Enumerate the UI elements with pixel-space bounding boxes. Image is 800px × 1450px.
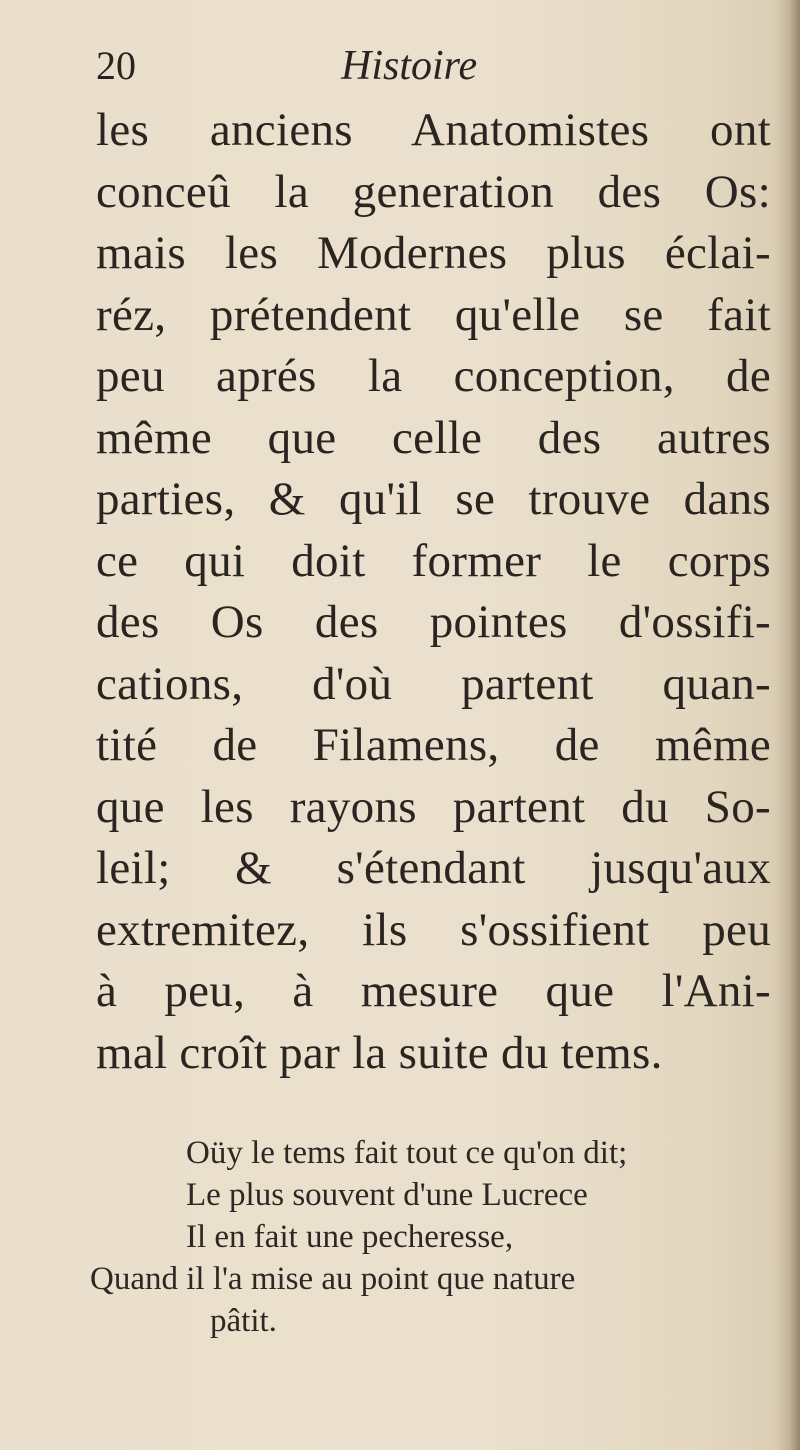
text-line: ce qui doit former le corps [96, 534, 771, 587]
text-line: peu aprés la conception, de [96, 350, 771, 402]
text-line: les anciens Anatomistes ont [96, 104, 771, 156]
verse-line: Il en fait une pecheresse, [186, 1219, 514, 1255]
text-line: leil; & s'étendant jusqu'aux [96, 842, 771, 894]
page-number: 20 [96, 43, 136, 88]
text-line: des Os des pointes d'ossifi- [96, 596, 771, 648]
text-line: que les rayons partent du So- [96, 780, 771, 833]
text-line: mais les Modernes plus éclai- [96, 227, 771, 279]
verse-line: pâtit. [210, 1303, 277, 1339]
text-line: réz, prétendent qu'elle se fait [96, 288, 771, 341]
page-header [96, 42, 596, 102]
text-line: extremitez, ils s'ossifient peu [96, 903, 771, 956]
verse-block [90, 1132, 780, 1342]
body-text [96, 100, 771, 1084]
running-head: Histoire [341, 43, 478, 89]
text-line: à peu, à mesure que l'Ani- [96, 965, 771, 1017]
text-line: cations, d'où partent quan- [96, 657, 771, 710]
verse-line: Oüy le tems fait tout ce qu'on dit; [186, 1135, 628, 1171]
text-line: mal croît par la suite du tems. [96, 1026, 663, 1079]
text-line: conceû la generation des Os: [96, 165, 771, 218]
verse-line: Le plus souvent d'une Lucrece [186, 1177, 588, 1213]
text-line: parties, & qu'il se trouve dans [96, 473, 771, 525]
text-line: tité de Filamens, de même [96, 719, 771, 771]
verse-line: Quand il l'a mise au point que nature [90, 1261, 576, 1297]
text-line: même que celle des autres [96, 411, 771, 464]
